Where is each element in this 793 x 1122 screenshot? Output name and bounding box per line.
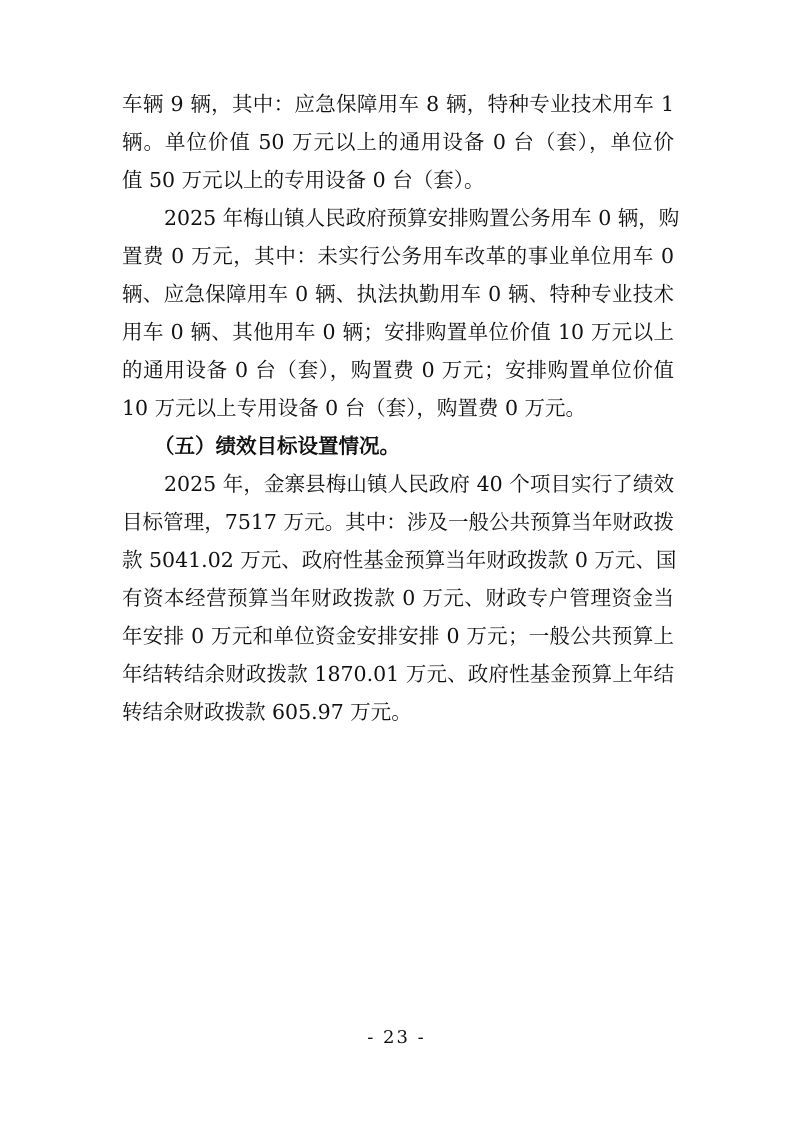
page-number: - 23 -: [367, 1027, 426, 1048]
paragraph-2-line-1: 2025 年梅山镇人民政府预算安排购置公务用车 0 辆，购: [164, 206, 680, 230]
paragraph-3-line-1: 2025 年，金寨县梅山镇人民政府 40 个项目实行了绩效: [164, 472, 674, 496]
paragraph-2-line-5: 的通用设备 0 台（套），购置费 0 万元；安排购置单位价值: [122, 358, 674, 382]
paragraph-3-line-3: 款 5041.02 万元、政府性基金预算当年财政拨款 0 万元、国: [122, 548, 677, 572]
paragraph-3-line-5: 年安排 0 万元和单位资金安排安排 0 万元；一般公共预算上: [122, 624, 674, 648]
paragraph-2-line-4: 用车 0 辆、其他用车 0 辆；安排购置单位价值 10 万元以上: [122, 320, 674, 344]
paragraph-2-line-6: 10 万元以上专用设备 0 台（套），购置费 0 万元。: [122, 396, 587, 420]
paragraph-1-line-3: 值 50 万元以上的专用设备 0 台（套）。: [122, 168, 485, 192]
paragraph-1-line-2: 辆。单位价值 50 万元以上的通用设备 0 台（套），单位价: [122, 130, 674, 154]
paragraph-2-line-3: 辆、应急保障用车 0 辆、执法执勤用车 0 辆、特种专业技术: [122, 282, 674, 306]
paragraph-3-line-2: 目标管理，7517 万元。其中：涉及一般公共预算当年财政拨: [122, 510, 674, 534]
paragraph-1-line-1: 车辆 9 辆，其中：应急保障用车 8 辆，特种专业技术用车 1: [122, 92, 674, 116]
paragraph-2-line-2: 置费 0 万元，其中：未实行公务用车改革的事业单位用车 0: [122, 244, 674, 268]
paragraph-3-line-4: 有资本经营预算当年财政拨款 0 万元、财政专户管理资金当: [122, 586, 674, 610]
paragraph-3-line-6: 年结转结余财政拨款 1870.01 万元、政府性基金预算上年结: [122, 662, 674, 686]
section-heading: （五）绩效目标设置情况。: [154, 434, 400, 458]
paragraph-3-line-7: 转结余财政拨款 605.97 万元。: [122, 700, 412, 724]
